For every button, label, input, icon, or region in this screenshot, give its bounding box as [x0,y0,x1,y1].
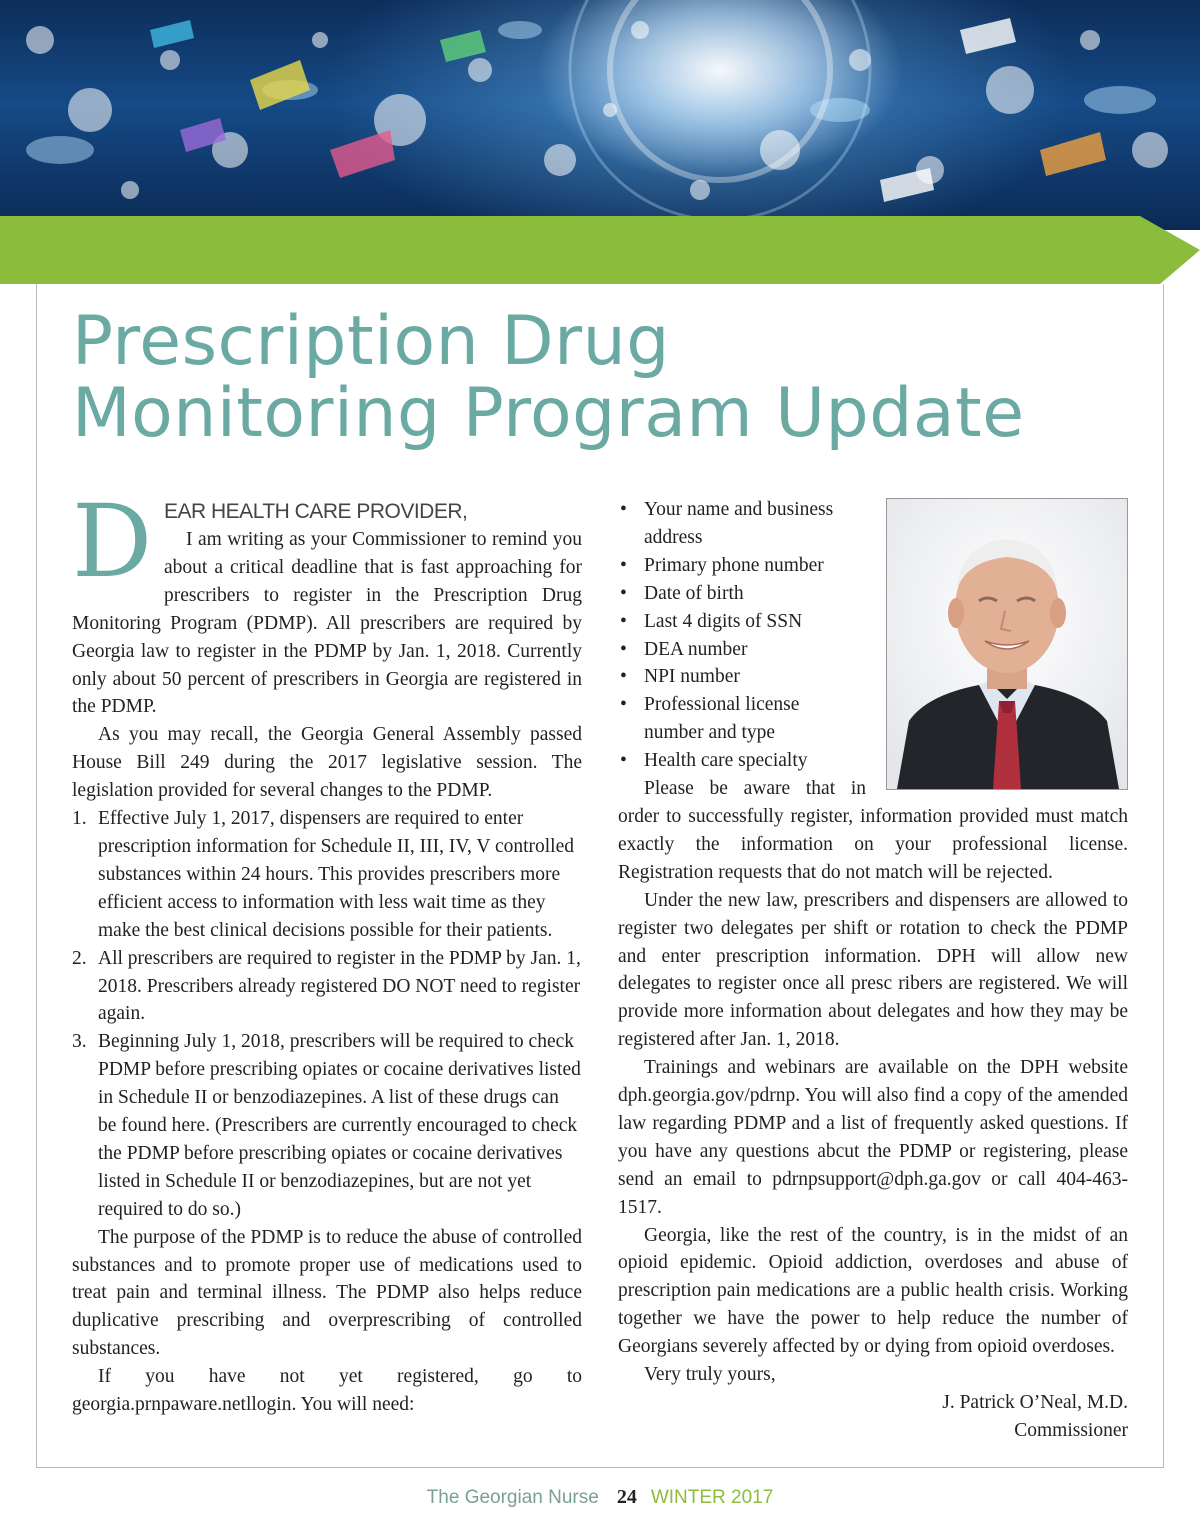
list-item: • Health care specialty [620,750,808,772]
green-accent-band [0,216,1200,286]
drop-cap: D [72,483,153,600]
paragraph-opioid-epidemic: Georgia, like the rest of the country, is in the midst of an opioid epidemic. Opioid addiction, overdoses and abuse of prescription pain medications are a public health crisis. Working together we have the power to help reduce the number of Georgians severely affected by or dying from opioid overdoses. [618,1224,1128,1358]
list-item: 3. Beginning July 1, 2018, prescribers will be required to check PDMP before prescribing opiates or cocaine derivatives listed in Schedule II or benzodiazepines. A list of these drugs can be found here. (Prescribers are currently encouraged to check the PDMP before prescribing opiates or cocaine derivatives listed in Schedule II or benzodiazepines, but are not yet required to do so.) [72,1031,581,1220]
list-item: • Primary phone number [620,554,824,576]
title-line-2: Monitoring Program Update [72,374,1025,453]
page-number: 24 [616,1486,637,1508]
paragraph-match-license: Please be aware that in order to successfully register, information provided must match exactly the information on your professional license. Registration requests that do not match will be rejected. [618,778,1128,883]
title-line-1: Prescription Drug [72,302,670,381]
paragraph-intro: I am writing as your Commissioner to remind you about a critical deadline that is fast approaching for prescribers to register in the Prescription Drug Monitoring Program (PDMP). All prescribers are required by Georgia law to register in the PDMP by Jan. 1, 2018. Currently only about 50 percent of prescribers in Georgia are registered in the PDMP. [72,529,582,718]
list-item: 1. Effective July 1, 2017, dispensers are required to enter prescription information for Schedule II, III, IV, V controlled substances within 24 hours. This provides prescribers more efficient access to information with less wait time as they make the best clinical decisions possible for their patients. [72,808,575,941]
list-item: • Your name and business address [620,499,834,548]
right-column [618,496,1128,1445]
left-column [72,483,582,1419]
paragraph-purpose: The purpose of the PDMP is to reduce the abuse of controlled substances and to promote proper use of medications used to treat pain and terminal illness. The PDMP also helps reduce duplicative prescribing and overprescribing of controlled substances. [72,1226,582,1360]
requirements-list [72,805,582,1224]
header-banner-image [0,0,1200,230]
list-item: • DEA number [620,638,748,660]
issue-label: WINTER 2017 [650,1487,774,1508]
list-item: • Last 4 digits of SSN [620,610,803,632]
publication-name: The Georgian Nurse [426,1487,599,1508]
paragraph-house-bill: As you may recall, the Georgia General Assembly passed House Bill 249 during the 2017 legislative session. The legislation provided for several changes to the PDMP. [72,724,582,802]
portrait-illustration [887,499,1127,789]
list-item: • Professional license number and type [620,694,800,744]
signature-title: Commissioner [1014,1419,1128,1441]
closing: Very truly yours, [644,1364,776,1386]
abstract-light-graphic [0,0,1200,230]
salutation: EAR HEALTH CARE PROVIDER, [164,500,468,523]
paragraph-delegates: Under the new law, prescribers and dispensers are allowed to register two delegates per shift or rotation to check the PDMP and enter prescription information. DPH will allow new delegates to register once all presc ribers are registered. We will provide more information about delegates and how they may be registered after Jan. 1, 2018. [618,889,1128,1051]
signature-name: J. Patrick O’Neal, M.D. [942,1392,1128,1413]
paragraph-register: If you have not yet registered, go to georgia.prnpaware.netllogin. You will need: [72,1366,582,1416]
page-footer [0,1486,1200,1509]
registration-requirements-list [618,496,858,775]
article-title [72,302,1072,453]
paragraph-trainings: Trainings and webinars are available on the DPH website dph.georgia.gov/pdrnp. You will also find a copy of the amended law regarding PDMP and a list of frequently asked questions. If you have any questions abcut the PDMP or registering, please send an email to pdrnpsupport@dph.ga.gov or call 404-463-1517. [618,1057,1128,1218]
commissioner-photo [886,498,1128,790]
list-item: • NPI number [620,666,740,688]
list-item: 2. All prescribers are required to register in the PDMP by Jan. 1, 2018. Prescribers already registered DO NOT need to register again. [72,947,581,1025]
list-item: • Date of birth [620,582,744,604]
